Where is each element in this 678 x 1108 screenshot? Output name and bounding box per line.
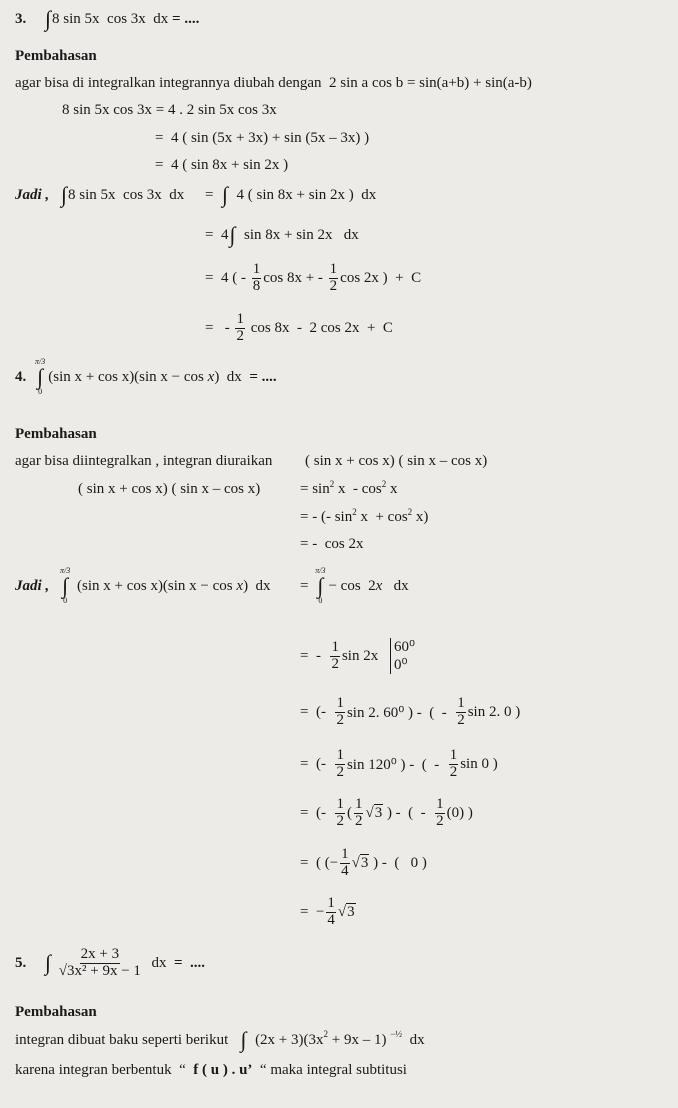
problem-3-result bbox=[0, 224, 359, 246]
math-text bbox=[52, 955, 56, 972]
math-text: x - cos bbox=[334, 481, 382, 497]
problem-4-result bbox=[0, 748, 498, 781]
problem-4-step bbox=[0, 506, 429, 526]
problem-4-result bbox=[0, 896, 356, 929]
problem-3-question-row bbox=[0, 8, 199, 30]
fraction bbox=[335, 748, 345, 781]
numerator: 1 bbox=[336, 695, 344, 711]
math-text: (0) ) bbox=[446, 804, 473, 821]
integral-sign-icon: ∫ bbox=[37, 364, 44, 389]
denominator: 4 bbox=[341, 862, 349, 879]
math-text: dx bbox=[382, 577, 409, 594]
math-text: sin 120⁰ ) - ( - bbox=[346, 756, 447, 773]
numerator: 1 bbox=[329, 261, 338, 277]
radicand: 3 bbox=[360, 855, 369, 872]
math-text: = − bbox=[300, 903, 325, 920]
denominator: 2 bbox=[449, 763, 458, 780]
math-text: sin 8x + sin 2x dx bbox=[236, 226, 359, 243]
integral-sign-icon: ∫ bbox=[317, 573, 324, 598]
bold-text: = .... bbox=[172, 10, 200, 27]
problem-4-question-row bbox=[0, 358, 277, 396]
math-text: x) bbox=[412, 509, 429, 525]
problem-4-step bbox=[0, 536, 363, 553]
math-text: = - (- sin bbox=[300, 509, 353, 525]
problem-5-heading: Pembahasan bbox=[15, 1004, 97, 1020]
bold-text: = .... bbox=[249, 368, 277, 385]
radicand: 3 bbox=[347, 904, 355, 921]
math-text: = (- bbox=[300, 804, 334, 821]
math-text: cos 8x - 2 cos 2x + C bbox=[246, 319, 393, 336]
problem-3-result bbox=[205, 184, 376, 206]
math-text: = - bbox=[300, 647, 329, 664]
fraction bbox=[335, 696, 345, 729]
math-text: sin 0 ) bbox=[460, 755, 498, 772]
problem-4-intro bbox=[15, 453, 305, 470]
integral-sign-icon: ∫ bbox=[62, 573, 69, 598]
math-text: (sin x + cos x)(sin x − cos bbox=[48, 368, 208, 385]
numerator: 1 bbox=[457, 695, 465, 711]
denominator: √3x² + 9x − 1 bbox=[58, 962, 141, 979]
italic-var: x bbox=[375, 577, 383, 594]
math-text: = bbox=[205, 186, 221, 203]
numerator: 1 bbox=[436, 796, 444, 812]
fraction bbox=[58, 947, 142, 980]
bold-text: f ( u ) . u’ bbox=[193, 1062, 253, 1078]
denominator: 4 bbox=[327, 911, 335, 928]
math-text: dx bbox=[402, 1031, 425, 1048]
numerator: 1 bbox=[449, 747, 458, 763]
math-text: “ maka integral subtitusi bbox=[252, 1062, 407, 1078]
math-text: = 4 ( sin (5x + 3x) + sin (5x – 3x) ) bbox=[155, 130, 370, 146]
math-text: = 4 ( - bbox=[205, 269, 250, 286]
problem-3-number: 3. bbox=[15, 10, 27, 27]
integral-sign-icon: ∫ bbox=[45, 6, 52, 31]
integral-sign-icon: ∫ bbox=[45, 950, 52, 976]
math-text: = - cos 2x bbox=[300, 536, 364, 552]
fraction bbox=[335, 797, 345, 830]
denominator: 2 bbox=[236, 327, 244, 344]
problem-4-jadi-left bbox=[57, 567, 300, 605]
fraction bbox=[235, 312, 245, 345]
math-text: x + cos bbox=[356, 509, 408, 525]
math-text: sin 2. 60⁰ ) - ( - bbox=[346, 704, 455, 721]
math-text: (2x + 3)(3x bbox=[247, 1031, 324, 1048]
math-text: ( sin x + cos x) ( sin x – cos x) bbox=[78, 481, 261, 497]
italic-var: x bbox=[207, 368, 215, 385]
numerator: 1 bbox=[336, 747, 344, 763]
fraction bbox=[330, 640, 340, 673]
math-text: ( sin x + cos x) ( sin x – cos x) bbox=[305, 453, 488, 469]
problem-4-result bbox=[0, 797, 473, 830]
lower-bound: 0⁰ bbox=[393, 657, 408, 673]
math-text: = (- bbox=[300, 703, 334, 720]
math-text: agar bisa diintegralkan , integran diuraikan bbox=[15, 453, 273, 469]
math-text: sin 2x bbox=[341, 647, 382, 664]
math-text: = 4 bbox=[205, 226, 229, 243]
italic-var: x bbox=[236, 577, 244, 594]
fraction bbox=[435, 797, 445, 830]
lower-limit: 0 bbox=[318, 596, 323, 605]
radical-icon: √ bbox=[351, 855, 360, 872]
denominator: 2 bbox=[336, 812, 344, 829]
math-text: ) dx bbox=[243, 577, 271, 594]
problem-5-question-row bbox=[0, 947, 205, 980]
evaluation-bar bbox=[390, 638, 415, 674]
lower-limit: 0 bbox=[63, 596, 68, 605]
problem-4-lhs-row bbox=[0, 478, 398, 498]
math-text: − cos 2 bbox=[328, 577, 376, 594]
math-text: ( bbox=[346, 804, 352, 821]
math-text: cos 8x + - bbox=[263, 269, 327, 286]
fraction bbox=[449, 748, 459, 781]
denominator: 2 bbox=[336, 711, 344, 728]
math-text: = ( (− bbox=[300, 854, 339, 871]
math-text: = - bbox=[205, 319, 234, 336]
problem-4-question bbox=[32, 358, 277, 396]
problem-3-result bbox=[0, 262, 421, 295]
problem-5-number: 5. bbox=[15, 954, 27, 971]
denominator: 2 bbox=[354, 812, 363, 829]
fraction bbox=[456, 696, 466, 729]
problem-4-result bbox=[300, 567, 409, 605]
square-root bbox=[338, 903, 356, 921]
fraction bbox=[329, 262, 339, 295]
problem-4-intro-expr bbox=[305, 453, 487, 470]
math-text: agar bisa di integralkan integrannya diubah dengan 2 sin a cos b = sin(a+b) + sin(a-b) bbox=[15, 75, 532, 91]
lower-limit: 0 bbox=[38, 387, 43, 396]
numerator: 1 bbox=[354, 796, 363, 812]
math-text: 8 sin 5x cos 3x dx bbox=[68, 186, 185, 203]
problem-3-heading: Pembahasan bbox=[15, 48, 97, 64]
square-root bbox=[365, 804, 383, 822]
definite-integral bbox=[35, 358, 45, 396]
numerator: 1 bbox=[331, 638, 339, 655]
problem-3-intro bbox=[0, 75, 532, 92]
fraction bbox=[340, 847, 350, 880]
math-text: ) - ( - bbox=[383, 804, 434, 821]
problem-3-step bbox=[0, 157, 288, 174]
math-text: 8 sin 5x cos 3x = 4 . 2 sin 5x cos 3x bbox=[62, 102, 277, 118]
problem-4-heading: Pembahasan bbox=[15, 426, 97, 442]
denominator: 2 bbox=[436, 812, 444, 829]
problem-3-jadi-row bbox=[0, 184, 376, 206]
problem-4-number: 4. bbox=[15, 368, 27, 385]
numerator: 1 bbox=[236, 311, 244, 327]
problem-4-result bbox=[0, 638, 415, 674]
superscript: 2 bbox=[407, 506, 413, 517]
superscript: 2 bbox=[381, 478, 387, 489]
upper-limit: π/3 bbox=[60, 566, 71, 575]
problem-3-question bbox=[44, 8, 199, 30]
radical-icon: √ bbox=[365, 805, 374, 822]
denominator: 2 bbox=[457, 711, 465, 728]
math-text: ) dx bbox=[214, 368, 250, 385]
problem-4-result bbox=[0, 696, 520, 729]
fraction bbox=[252, 262, 262, 295]
math-text: dx bbox=[143, 954, 174, 971]
math-text: (sin x + cos x)(sin x − cos bbox=[73, 577, 237, 594]
math-text: sin 2. 0 ) bbox=[467, 703, 521, 720]
superscript: 2 bbox=[352, 506, 357, 517]
superscript: 2 bbox=[323, 1029, 329, 1039]
upper-limit: π/3 bbox=[315, 566, 326, 575]
math-text: = (- bbox=[300, 755, 334, 772]
math-text: = bbox=[300, 577, 313, 594]
math-text: = 4 ( sin 8x + sin 2x ) bbox=[155, 157, 289, 173]
radicand: 3 bbox=[374, 805, 383, 822]
jadi-label: Jadi , bbox=[15, 186, 50, 203]
math-text: = sin bbox=[300, 481, 330, 497]
integral-sign-icon: ∫ bbox=[240, 1027, 247, 1052]
math-text: 8 sin 5x cos 3x dx bbox=[52, 10, 173, 27]
math-text: ) - ( 0 ) bbox=[369, 854, 427, 871]
denominator: 8 bbox=[252, 277, 261, 294]
problem-3-step bbox=[0, 130, 369, 147]
superscript: 2 bbox=[329, 478, 335, 489]
numerator: 1 bbox=[341, 846, 349, 862]
denominator: 2 bbox=[336, 763, 344, 780]
math-text: karena integran berbentuk “ bbox=[15, 1062, 194, 1078]
numerator: 1 bbox=[327, 895, 335, 911]
integral-sign-icon: ∫ bbox=[61, 182, 68, 207]
problem-5-line2 bbox=[0, 1062, 407, 1079]
definite-integral bbox=[60, 567, 70, 605]
denominator: 2 bbox=[331, 655, 339, 672]
math-text: cos 2x ) + C bbox=[340, 269, 422, 286]
superscript: −½ bbox=[390, 1029, 403, 1039]
problem-4-step bbox=[300, 478, 398, 498]
math-text: x bbox=[386, 481, 398, 497]
math-text: + 9x – 1) bbox=[328, 1031, 391, 1048]
bold-text: = .... bbox=[173, 954, 205, 971]
problem-4-result bbox=[0, 847, 427, 880]
integral-sign-icon: ∫ bbox=[229, 222, 236, 247]
denominator: 2 bbox=[329, 277, 338, 294]
problem-4-intro-row bbox=[0, 453, 487, 470]
numerator: 2x + 3 bbox=[80, 946, 120, 962]
problem-4-jadi-row bbox=[0, 567, 409, 605]
problem-3-jadi-left bbox=[60, 184, 205, 206]
integral-sign-icon: ∫ bbox=[221, 182, 228, 207]
numerator: 1 bbox=[252, 261, 261, 277]
problem-3-step bbox=[0, 102, 277, 119]
math-text: 4 ( sin 8x + sin 2x ) dx bbox=[229, 186, 377, 203]
definite-integral bbox=[315, 567, 325, 605]
fraction bbox=[326, 896, 336, 929]
upper-limit: π/3 bbox=[35, 357, 46, 366]
numerator: 1 bbox=[336, 796, 344, 812]
upper-bound: 60⁰ bbox=[393, 639, 415, 655]
problem-4-lhs bbox=[78, 481, 300, 498]
radical-icon: √ bbox=[337, 904, 347, 921]
square-root bbox=[352, 854, 370, 872]
problem-5-line1 bbox=[0, 1029, 425, 1051]
problem-5-question bbox=[44, 947, 205, 980]
jadi-label: Jadi , bbox=[15, 577, 50, 594]
fraction bbox=[354, 797, 364, 830]
math-text: integran dibuat baku seperti berikut bbox=[15, 1031, 240, 1048]
problem-3-result bbox=[0, 312, 393, 345]
